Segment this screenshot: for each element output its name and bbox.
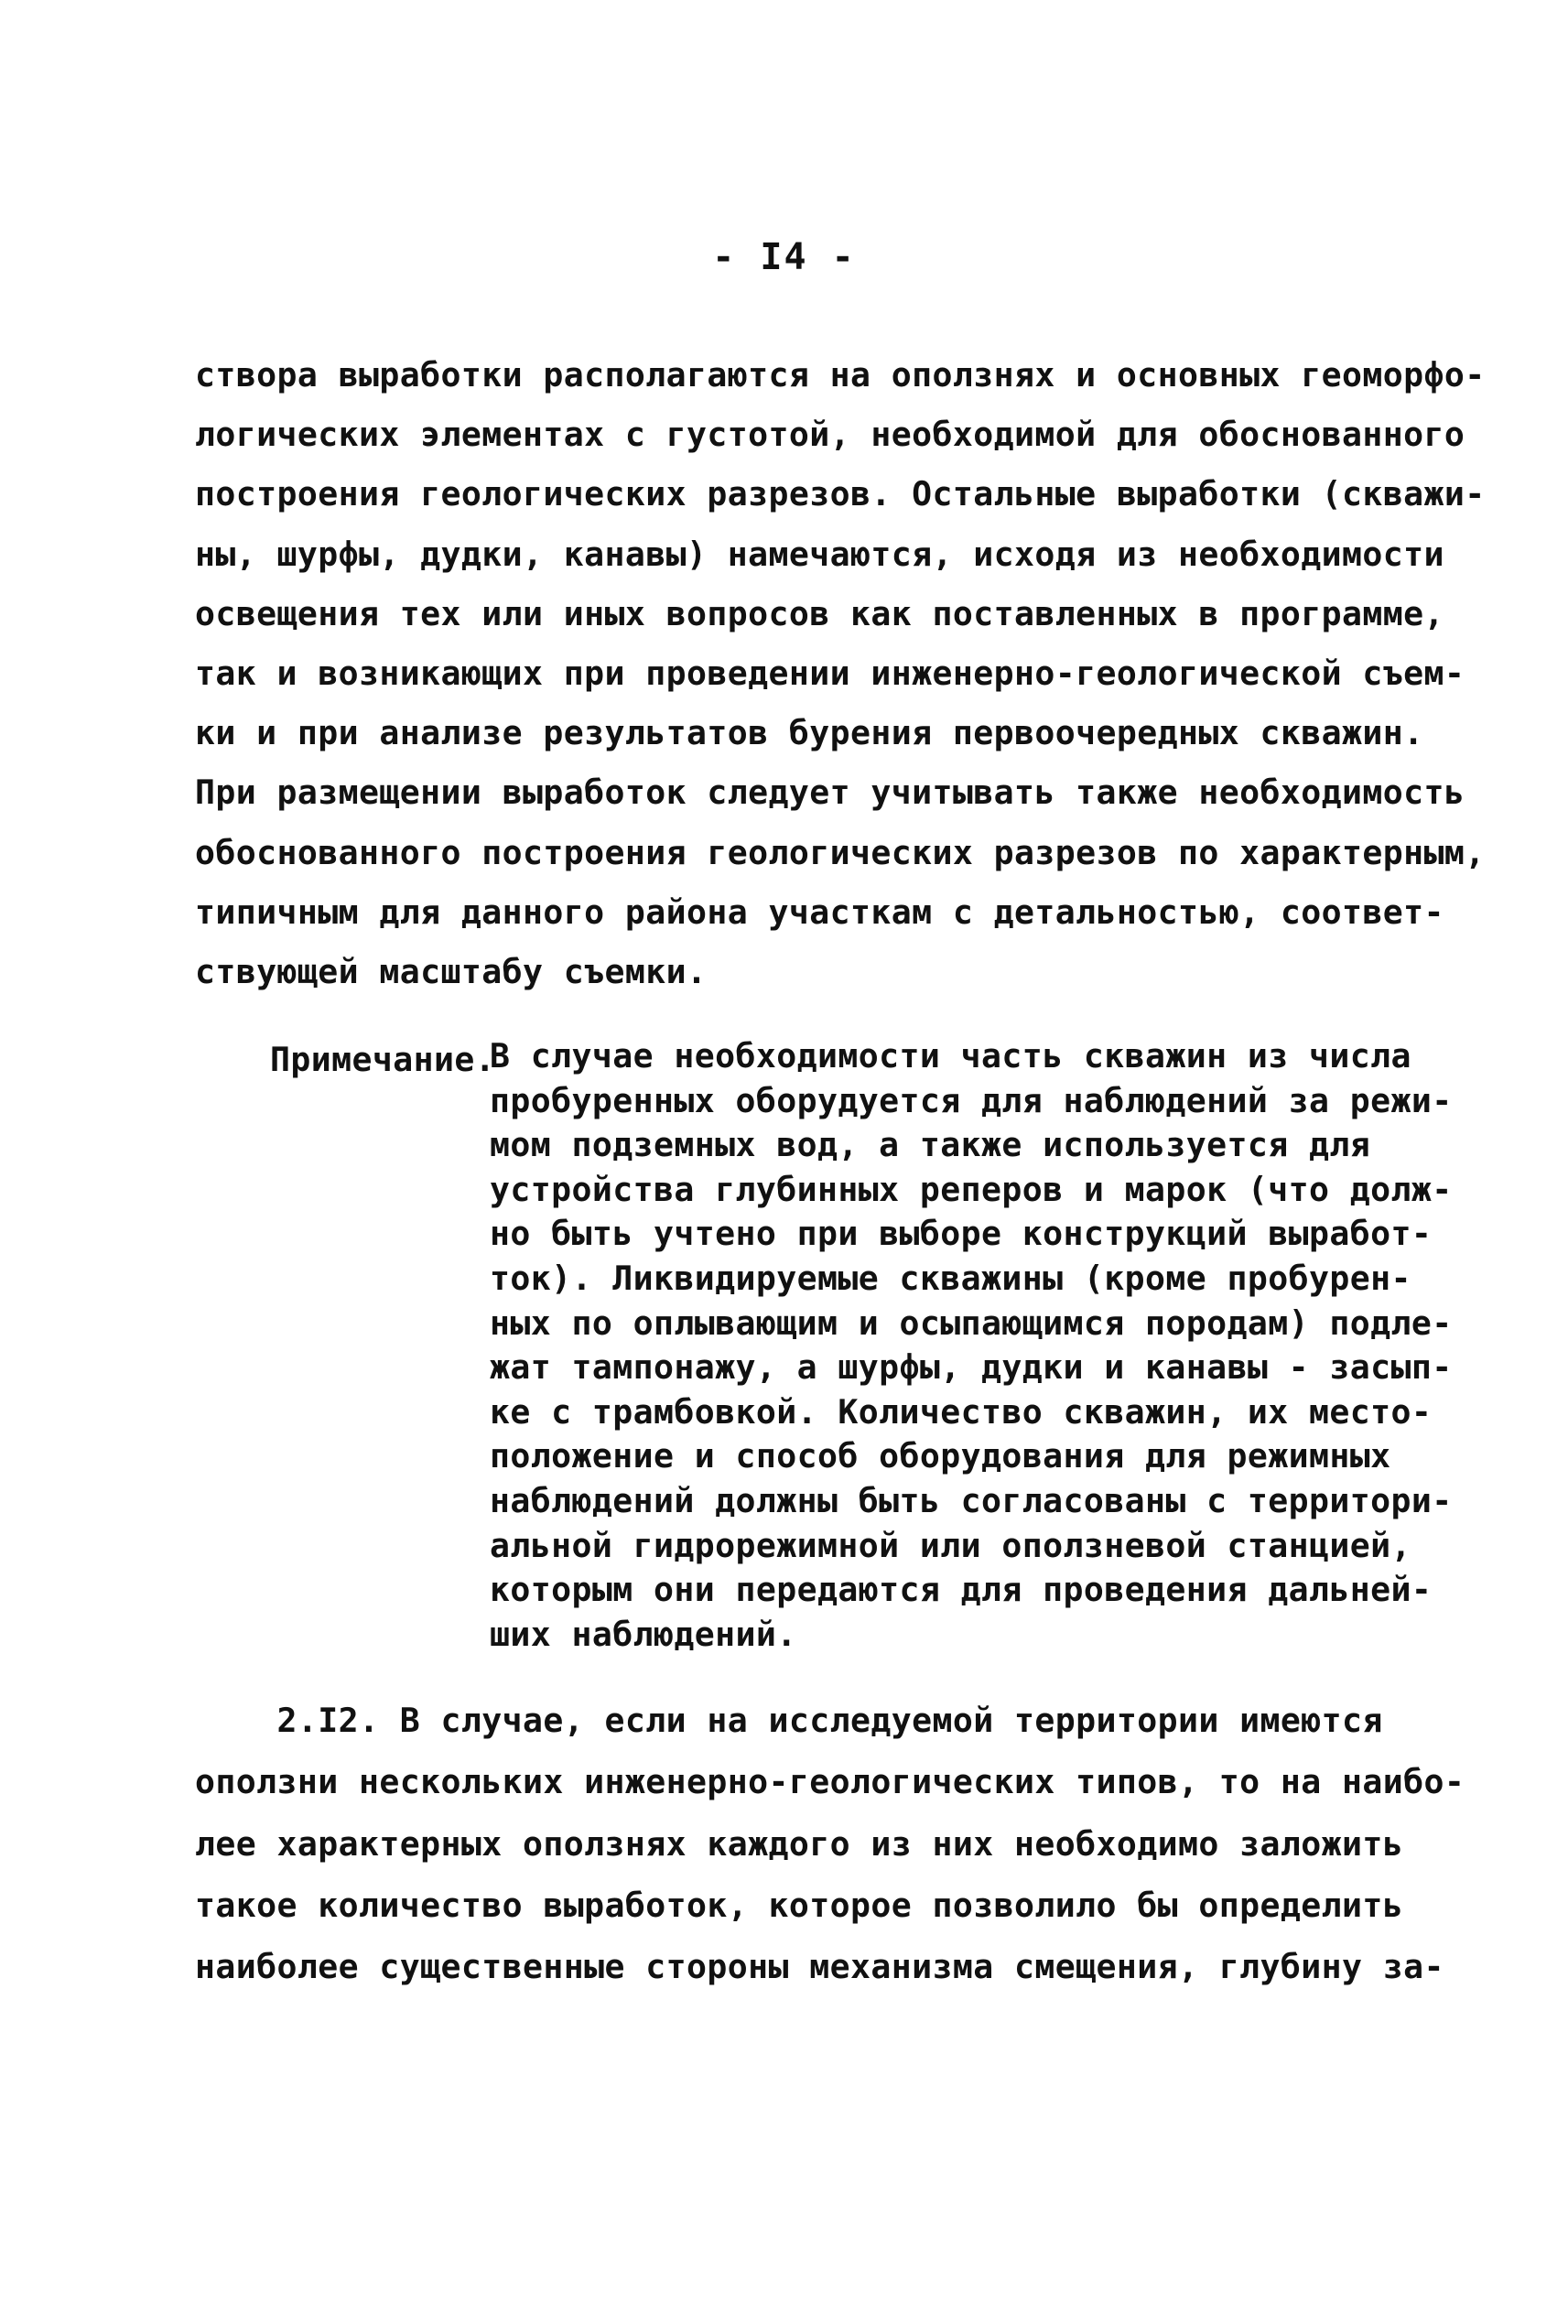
text-line: ки и при анализе результатов бурения первоочередных скважин. xyxy=(195,713,1424,753)
note-body xyxy=(490,1036,1453,1662)
text-line: такое количество выработок, которое позволило бы определить xyxy=(195,1885,1404,1925)
note-line: устройства глубинных реперов и марок (что долж- xyxy=(490,1169,1453,1209)
text-line: освещения тех или иных вопросов как поставленных в программе, xyxy=(195,593,1444,633)
text-line: типичным для данного района участкам с детальностью, соответ- xyxy=(195,892,1444,932)
text-line: При размещении выработок следует учитывать также необходимость xyxy=(195,773,1465,813)
note-line: пробуренных оборудуется для наблюдений за режи- xyxy=(490,1080,1453,1120)
text-line: логических элементах с густотой, необходимой для обоснованного xyxy=(195,415,1465,455)
text-line: ны, шурфы, дудки, канавы) намечаются, исходя из необходимости xyxy=(195,534,1444,574)
note-line: мом подземных вод, а также используется для xyxy=(490,1125,1371,1165)
main-paragraph xyxy=(195,355,1486,1015)
page-number: - I4 - xyxy=(712,236,856,278)
note-line: В случае необходимости часть скважин из числа xyxy=(490,1036,1411,1076)
note-line: ке с трамбовкой. Количество скважин, их место- xyxy=(490,1391,1433,1432)
text-line: ствующей масштабу съемки. xyxy=(195,951,708,991)
text-line: обоснованного построения геологических разрезов по характерным, xyxy=(195,832,1486,872)
note-line: которым они передаются для проведения дальней- xyxy=(490,1570,1433,1610)
text-line: створа выработки располагаются на оползнях и основных геоморфо- xyxy=(195,355,1486,395)
text-line: наиболее существенные стороны механизма смещения, глубину за- xyxy=(195,1947,1444,1987)
section-heading-line: 2.I2. В случае, если на исследуемой территории имеются xyxy=(195,1701,1383,1740)
note-line: ных по оплывающим и осыпающимся породам) подле- xyxy=(490,1303,1453,1343)
note-label: Примечание. xyxy=(270,1040,496,1079)
note-line: жат тампонажу, а шурфы, дудки и канавы - засып- xyxy=(490,1347,1453,1388)
note-line: наблюдений должны быть согласованы с территори- xyxy=(490,1480,1453,1520)
text-line: лее характерных оползнях каждого из них необходимо заложить xyxy=(195,1823,1404,1864)
note-line: альной гидрорежимной или оползневой станцией, xyxy=(490,1525,1411,1565)
section-2-12 xyxy=(195,1701,1465,2012)
note-line: ших наблюдений. xyxy=(490,1614,797,1654)
note-line: ток). Ликвидируемые скважины (кроме пробурен- xyxy=(490,1258,1411,1298)
note-line: но быть учтено при выборе конструкций выработ- xyxy=(490,1214,1433,1254)
text-line: так и возникающих при проведении инженерно-геологической съем- xyxy=(195,653,1465,693)
note-line: положение и способ оборудования для режимных xyxy=(490,1436,1391,1476)
text-line: построения геологических разрезов. Остальные выработки (скважи- xyxy=(195,474,1486,514)
text-line: оползни нескольких инженерно-геологических типов, то на наибо- xyxy=(195,1762,1465,1802)
